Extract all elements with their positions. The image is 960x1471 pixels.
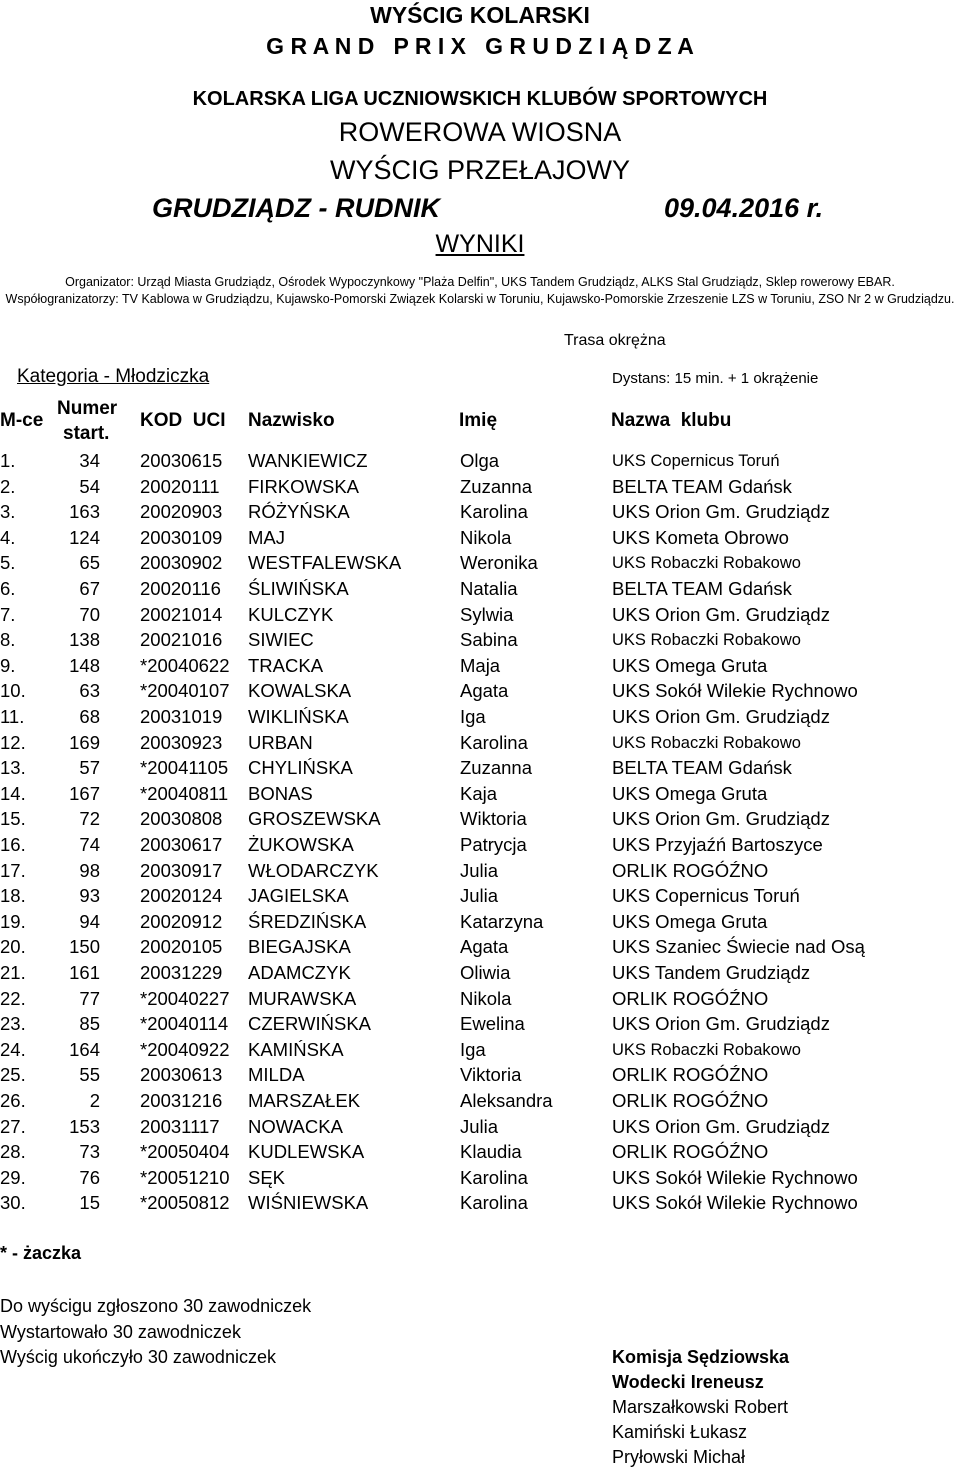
distance-label: Dystans: 15 min. + 1 okrążenie — [612, 370, 819, 387]
cell-surname: ŚREDZIŃSKA — [248, 910, 367, 932]
cell-number: 150 — [69, 936, 100, 958]
cell-surname: KUDLEWSKA — [248, 1141, 365, 1163]
cell-name: Oliwia — [460, 962, 511, 983]
cell-name: Julia — [460, 885, 499, 907]
cell-name: Karolina — [460, 501, 528, 523]
cell-uci: 20020124 — [140, 885, 223, 907]
cell-number: 93 — [79, 885, 100, 907]
cell-name: Olga — [460, 450, 500, 471]
cell-surname: WIŚNIEWSKA — [248, 1192, 369, 1214]
cell-number: 164 — [69, 1038, 100, 1060]
cell-place: 14. — [0, 782, 26, 804]
cell-club: ORLIK ROGÓŹNO — [612, 987, 769, 1009]
cell-uci: *20041105 — [140, 757, 229, 779]
cell-place: 24. — [0, 1038, 26, 1060]
cell-name: Wiktoria — [460, 808, 527, 830]
col-uci: KOD UCI — [140, 410, 226, 431]
cell-uci: *20040114 — [140, 1013, 229, 1035]
cell-club: UKS Orion Gm. Grudziądz — [612, 501, 830, 523]
cell-place: 17. — [0, 859, 26, 881]
cell-surname: MARSZAŁEK — [248, 1090, 361, 1111]
cell-club: UKS Copernicus Toruń — [612, 452, 780, 470]
cell-club: UKS Omega Gruta — [612, 910, 768, 932]
cell-place: 10. — [0, 680, 26, 702]
finished-count: Wyścig ukończyło 30 zawodniczek — [0, 1347, 276, 1367]
col-club: Nazwa klubu — [611, 410, 732, 431]
cell-uci: 20030923 — [140, 731, 223, 753]
cell-name: Natalia — [460, 578, 518, 599]
cell-name: Sabina — [460, 629, 518, 651]
cell-name: Viktoria — [460, 1064, 522, 1086]
cell-club: UKS Omega Gruta — [612, 654, 768, 676]
title-grand-prix: G R A N D P R I X G R U D Z I Ą D Z A — [266, 33, 694, 59]
cell-surname: GROSZEWSKA — [248, 808, 381, 830]
col-name: Imię — [459, 410, 498, 431]
cell-club: BELTA TEAM Gdańsk — [612, 475, 792, 497]
cell-surname: BONAS — [248, 782, 313, 804]
cell-uci: 20030109 — [140, 526, 223, 548]
cell-club: UKS Copernicus Toruń — [612, 885, 800, 907]
cell-place: 7. — [0, 603, 16, 625]
cell-number: 138 — [69, 629, 100, 651]
organizer-line: Organizator: Urząd Miasta Grudziądz, Ośrodek Wypoczynkowy "Plaża Delfin", UKS Tandem Grudziądz, ALKS Stal Grudziądz, Sklep rowerowy EBAR. — [65, 275, 895, 289]
cell-place: 20. — [0, 936, 26, 958]
cell-name: Agata — [460, 936, 509, 958]
cell-surname: WŁODARCZYK — [248, 859, 379, 881]
cell-uci: 20030615 — [140, 450, 223, 471]
cell-name: Nikola — [460, 987, 512, 1009]
cell-place: 15. — [0, 808, 26, 830]
cell-club: UKS Orion Gm. Grudziądz — [612, 1013, 830, 1035]
cell-number: 67 — [79, 578, 100, 599]
cell-place: 18. — [0, 885, 26, 907]
cell-name: Katarzyna — [460, 910, 544, 932]
cell-uci: 20031117 — [140, 1115, 220, 1137]
cell-name: Aleksandra — [460, 1090, 553, 1111]
cell-name: Karolina — [460, 1166, 528, 1188]
cell-club: UKS Kometa Obrowo — [612, 526, 789, 548]
cell-place: 12. — [0, 731, 26, 753]
route-type: Trasa okrężna — [564, 332, 666, 349]
cell-number: 34 — [79, 450, 100, 471]
cell-name: Agata — [460, 680, 509, 702]
cell-surname: CZERWIŃSKA — [248, 1013, 372, 1035]
cell-number: 72 — [79, 808, 100, 830]
cell-surname: WANKIEWICZ — [248, 450, 368, 471]
cell-club: UKS Przyjaźń Bartoszyce — [612, 834, 823, 855]
cell-name: Zuzanna — [460, 757, 532, 779]
registered-count: Do wyścigu zgłoszono 30 zawodniczek — [0, 1296, 312, 1316]
cell-place: 9. — [0, 654, 16, 676]
cell-surname: MILDA — [248, 1064, 305, 1086]
cell-uci: *20050404 — [140, 1141, 230, 1163]
cell-name: Ewelina — [460, 1013, 525, 1035]
jury-member: Marszałkowski Robert — [612, 1397, 789, 1417]
cell-place: 29. — [0, 1166, 26, 1188]
cell-club: BELTA TEAM Gdańsk — [612, 578, 792, 599]
cell-name: Julia — [460, 1115, 499, 1137]
cell-club: ORLIK ROGÓŹNO — [612, 859, 769, 881]
cell-surname: TRACKA — [248, 654, 324, 676]
cell-uci: 20020105 — [140, 936, 223, 958]
cell-number: 169 — [69, 731, 100, 753]
cell-number: 2 — [89, 1090, 100, 1111]
jury-chief: Wodecki Ireneusz — [612, 1372, 764, 1392]
cell-number: 77 — [79, 987, 100, 1009]
cell-number: 70 — [79, 603, 100, 625]
cell-surname: WESTFALEWSKA — [248, 552, 402, 574]
cell-name: Maja — [460, 654, 501, 676]
cell-place: 2. — [0, 475, 16, 497]
cell-uci: 20030613 — [140, 1064, 223, 1086]
cell-place: 1. — [0, 450, 16, 471]
cell-name: Zuzanna — [460, 475, 532, 497]
cell-surname: KULCZYK — [248, 603, 334, 625]
cell-club: UKS Robaczki Robakowo — [612, 554, 801, 573]
cell-surname: ŻUKOWSKA — [248, 834, 354, 855]
jury-member: Kamiński Łukasz — [612, 1422, 748, 1442]
cell-number: 65 — [79, 552, 100, 574]
cell-number: 57 — [79, 757, 100, 779]
cell-number: 94 — [79, 910, 100, 932]
col-number-bottom: start. — [63, 423, 110, 444]
race-location: GRUDZIĄDZ - RUDNIK — [152, 193, 440, 223]
cell-club: UKS Sokół Wilekie Rychnowo — [612, 1192, 858, 1214]
cell-number: 124 — [69, 526, 100, 548]
cell-surname: RÓŻYŃSKA — [248, 501, 350, 523]
cell-club: UKS Sokół Wilekie Rychnowo — [612, 1166, 858, 1188]
cell-name: Kaja — [460, 782, 498, 804]
title-race: WYŚCIG KOLARSKI — [370, 2, 590, 28]
cell-uci: 20020912 — [140, 910, 223, 932]
cell-place: 23. — [0, 1013, 26, 1035]
cell-number: 54 — [79, 475, 100, 497]
cell-surname: NOWACKA — [248, 1115, 343, 1137]
cell-uci: 20030917 — [140, 859, 223, 881]
title-league: KOLARSKA LIGA UCZNIOWSKICH KLUBÓW SPORTOWYCH — [192, 88, 768, 110]
cell-surname: KAMIŃSKA — [248, 1038, 344, 1060]
cell-uci: *20040107 — [140, 680, 230, 702]
cell-place: 28. — [0, 1141, 26, 1163]
cell-number: 148 — [69, 654, 100, 676]
jury-member: Pryłowski Michał — [612, 1447, 746, 1467]
cell-name: Sylwia — [460, 603, 514, 625]
cell-uci: *20040811 — [140, 782, 229, 804]
cell-club: UKS Orion Gm. Grudziądz — [612, 808, 830, 830]
cell-place: 3. — [0, 501, 16, 523]
coorganizers-line: Współogranizatorzy: TV Kablowa w Grudziądzu, Kujawsko-Pomorski Związek Kolarski w Toruniu, Kujawsko-Pomorskie Zrzeszenie LZS w Toruniu, ZSO Nr 2 w Grudziądzu. — [5, 292, 955, 306]
category-label: Kategoria - Młodziczka — [17, 366, 210, 387]
cell-uci: 20031019 — [140, 706, 223, 727]
cell-surname: ŚLIWIŃSKA — [248, 578, 349, 599]
cell-surname: KOWALSKA — [248, 680, 352, 702]
cell-club: UKS Sokół Wilekie Rychnowo — [612, 680, 858, 702]
results-heading: WYNIKI — [435, 230, 525, 258]
cell-club: UKS Robaczki Robakowo — [612, 631, 801, 650]
col-number-top: Numer — [57, 398, 118, 419]
cell-name: Iga — [460, 706, 486, 727]
cell-place: 27. — [0, 1115, 26, 1137]
cell-uci: 20030617 — [140, 834, 223, 855]
cell-number: 68 — [79, 706, 100, 727]
cell-name: Klaudia — [460, 1141, 522, 1163]
cell-club: UKS Robaczki Robakowo — [612, 733, 801, 752]
cell-number: 73 — [79, 1141, 100, 1163]
cell-name: Iga — [460, 1038, 486, 1060]
cell-number: 55 — [79, 1064, 100, 1086]
cell-uci: *20040922 — [140, 1038, 230, 1060]
cell-uci: *20040227 — [140, 987, 230, 1009]
cell-uci: 20031216 — [140, 1090, 223, 1111]
cell-number: 161 — [69, 962, 100, 983]
cell-place: 6. — [0, 578, 16, 599]
title-race-type: WYŚCIG PRZEŁAJOWY — [329, 155, 631, 185]
cell-surname: FIRKOWSKA — [248, 475, 360, 497]
cell-uci: 20020116 — [140, 578, 221, 599]
cell-surname: SĘK — [248, 1166, 286, 1188]
cell-club: BELTA TEAM Gdańsk — [612, 757, 792, 779]
cell-surname: WIKLIŃSKA — [248, 706, 349, 727]
cell-name: Karolina — [460, 731, 528, 753]
cell-name: Julia — [460, 859, 499, 881]
cell-uci: *20040622 — [140, 654, 230, 676]
cell-surname: URBAN — [248, 731, 313, 753]
cell-surname: BIEGAJSKA — [248, 936, 351, 958]
cell-number: 153 — [69, 1115, 100, 1137]
cell-number: 167 — [69, 782, 100, 804]
jury-title: Komisja Sędziowska — [612, 1347, 790, 1367]
cell-surname: JAGIELSKA — [248, 885, 349, 907]
cell-name: Patrycja — [460, 834, 527, 855]
cell-surname: MURAWSKA — [248, 987, 357, 1009]
cell-club: UKS Orion Gm. Grudziądz — [612, 706, 830, 727]
cell-number: 63 — [79, 680, 100, 702]
cell-surname: SIWIEC — [248, 629, 314, 651]
cell-number: 76 — [79, 1166, 100, 1188]
cell-number: 98 — [79, 859, 100, 881]
cell-place: 11. — [0, 706, 25, 727]
cell-number: 163 — [69, 501, 100, 523]
cell-number: 85 — [79, 1013, 100, 1035]
cell-place: 13. — [0, 757, 26, 779]
cell-uci: *20050812 — [140, 1192, 230, 1214]
cell-surname: CHYLIŃSKA — [248, 757, 353, 779]
cell-club: UKS Orion Gm. Grudziądz — [612, 1115, 830, 1137]
cell-name: Weronika — [460, 552, 538, 574]
cell-place: 22. — [0, 987, 26, 1009]
cell-club: UKS Robaczki Robakowo — [612, 1040, 801, 1059]
cell-club: UKS Orion Gm. Grudziądz — [612, 603, 830, 625]
cell-uci: 20031229 — [140, 962, 223, 983]
cell-surname: ADAMCZYK — [248, 962, 351, 983]
cell-name: Nikola — [460, 526, 512, 548]
cell-club: UKS Tandem Grudziądz — [612, 962, 811, 983]
cell-club: ORLIK ROGÓŹNO — [612, 1064, 769, 1086]
col-surname: Nazwisko — [248, 410, 335, 431]
cell-club: UKS Szaniec Świecie nad Osą — [612, 936, 865, 958]
cell-surname: MAJ — [248, 526, 285, 548]
footnote: * - żaczka — [0, 1243, 82, 1263]
cell-place: 16. — [0, 834, 26, 855]
cell-club: ORLIK ROGÓŹNO — [612, 1090, 769, 1111]
cell-place: 8. — [0, 629, 16, 651]
cell-place: 25. — [0, 1064, 26, 1086]
started-count: Wystartowało 30 zawodniczek — [0, 1322, 241, 1342]
cell-uci: *20051210 — [140, 1166, 230, 1188]
cell-place: 19. — [0, 910, 26, 932]
cell-uci: 20021016 — [140, 629, 223, 651]
cell-club: UKS Omega Gruta — [612, 782, 768, 804]
cell-uci: 20030808 — [140, 808, 223, 830]
cell-uci: 20021014 — [140, 603, 223, 625]
cell-place: 5. — [0, 552, 16, 574]
cell-club: ORLIK ROGÓŹNO — [612, 1141, 769, 1163]
cell-place: 30. — [0, 1192, 26, 1214]
race-date: 09.04.2016 r. — [664, 193, 824, 223]
cell-place: 26. — [0, 1090, 26, 1111]
cell-number: 15 — [79, 1192, 100, 1214]
col-place: M-ce — [0, 410, 44, 431]
cell-uci: 20030902 — [140, 552, 223, 574]
cell-number: 74 — [79, 834, 100, 855]
cell-place: 4. — [0, 526, 16, 548]
cell-name: Karolina — [460, 1192, 528, 1214]
cell-uci: 20020111 — [140, 475, 220, 497]
title-event: ROWEROWA WIOSNA — [338, 117, 622, 147]
cell-place: 21. — [0, 962, 26, 983]
cell-uci: 20020903 — [140, 501, 223, 523]
